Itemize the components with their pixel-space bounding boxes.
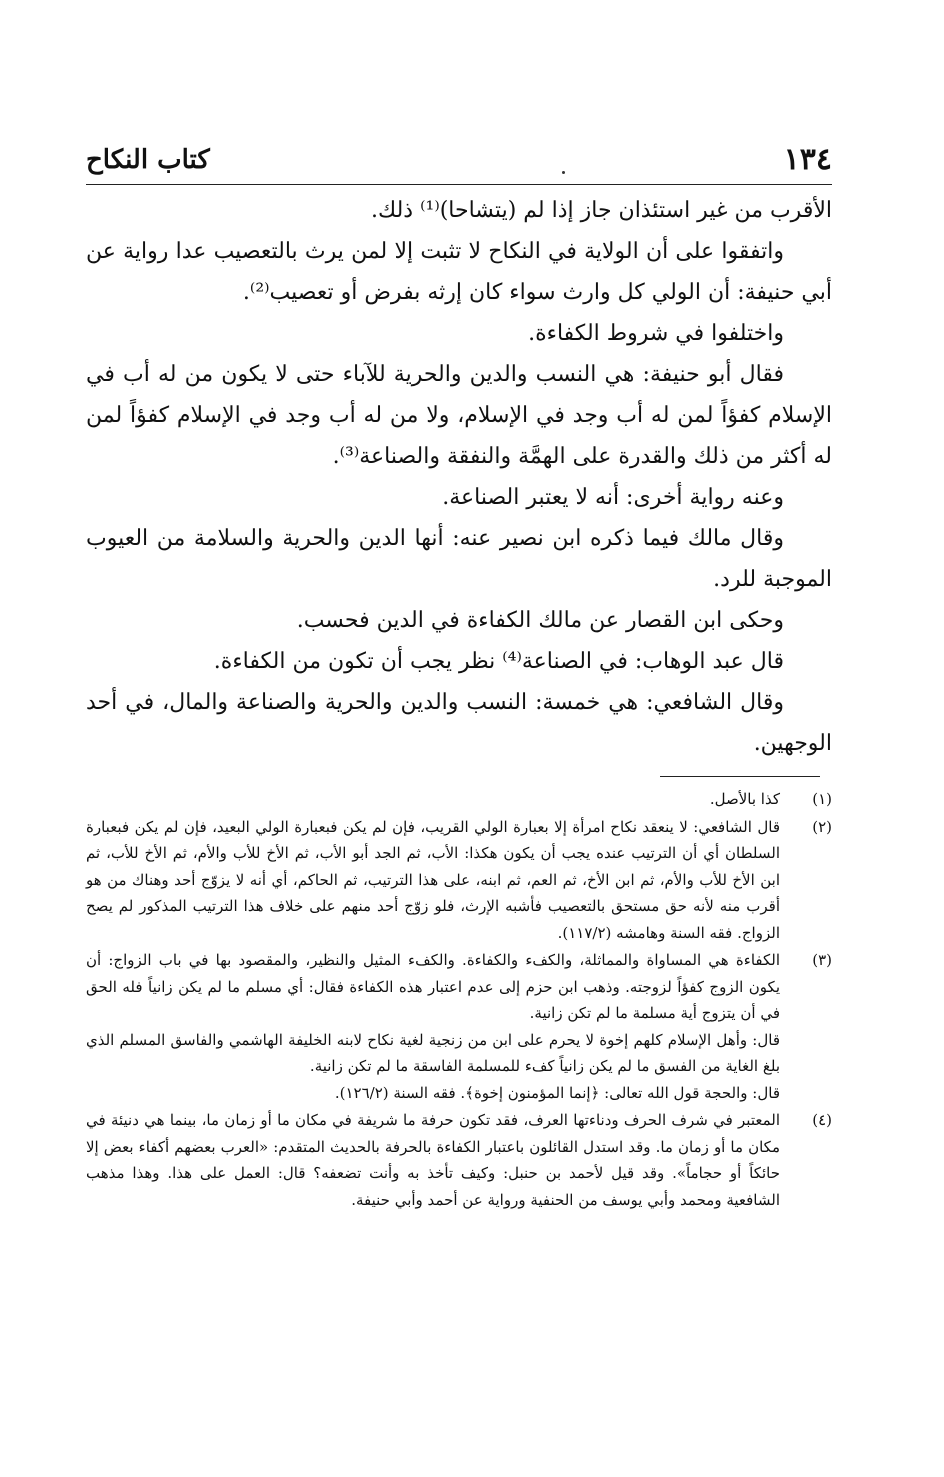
footnote-text: قال: وأهل الإسلام كلهم إخوة لا يحرم على ابن من زنجية لغية نكاح لابنه الخليفة الهاشمي والفاسق المسلم الذي بلغ الغاية من الفسق ما لم يكن زانياً كفء للمسلمة الفاسقة ما لم تكن زانية. (86, 1030, 780, 1075)
footnote-number: (٣) (812, 951, 832, 969)
footnote-text: المعتبر في شرف الحرف ودناءتها العرف، فقد تكون حرفة ما شريفة في مكان ما أو زمان ما، بينما هي دنيئة في مكان ما أو زمان ما. وقد استدل القائلون باعتبار الكفاءة بالحرفة بالحديث المتقدم: «العرب بعضهم أكفاء بعض إلا حائكاً أو حجاماً». وقد قيل لأحمد بن حنبل: وكيف تأخذ به وأنت تضعفه؟ قال: العمل على هذا. وهذا مذهب الشافعية ومحمد وأبي يوسف من الحنفية ورواية عن أحمد وأبي حنيفة. (86, 1111, 780, 1209)
running-title: كتاب النكاح (86, 145, 210, 175)
page-header (86, 140, 832, 185)
footnote-number: (١) (812, 790, 832, 808)
footnote-text: كذا بالأصل. (709, 790, 780, 808)
footnotes (86, 786, 832, 1214)
footnote-number: (٢) (812, 817, 832, 836)
paragraph: فقال أبو حنيفة: هي النسب والدين والحرية للآباء حتى لا يكون من له أب في الإسلام كفؤاً لمن له أب وجد في الإسلام، ولا من له أب وجد في الإسلام كفؤاً لمن له أكثر من ذلك والقدرة على الهمَّة والنفقة والصناعة⁽³⁾. (86, 362, 832, 469)
paragraph: وقال مالك فيما ذكره ابن نصير عنه: أنها الدين والحرية والسلامة من العيوب الموجبة للرد. (86, 526, 832, 592)
footnote (86, 947, 832, 1106)
footnote-separator (660, 776, 820, 777)
footnote-text: قال: والحجة قول الله تعالى: ﴿إنما المؤمنون إخوة﴾. فقه السنة (١٢٦/٢). (334, 1083, 780, 1102)
decorative-dot (562, 171, 565, 174)
paragraph: وحكى ابن القصار عن مالك الكفاءة في الدين فحسب. (296, 608, 784, 633)
footnote (86, 1107, 832, 1213)
footnote-text: الكفاءة هي المساواة والمماثلة، والكفء والكفاءة. والكفء المثيل والنظير، والمقصود بها في باب الزواج: أن يكون الزوج كفؤاً لزوجته. وذهب ابن حزم إلى عدم اعتبار هذه الكفاءة فقال: أي مسلم ما لم يكن زانياً فله الحق في أن يتزوج أية مسلمة ما لم تكن زانية. (86, 951, 780, 1022)
page-number: ١٣٤ (783, 142, 832, 177)
paragraph: الأقرب من غير استئذان جاز إذا لم (يتشاحا)⁽¹⁾ ذلك. (371, 198, 832, 223)
paragraph: وعنه رواية أخرى: أنه لا يعتبر الصناعة. (442, 485, 784, 510)
paragraph: واختلفوا في شروط الكفاءة. (528, 321, 784, 346)
paragraph: وقال الشافعي: هي خمسة: النسب والدين والحرية والصناعة والمال، في أحد الوجهين. (86, 690, 832, 756)
main-text (86, 190, 832, 764)
footnote-text: قال الشافعي: لا ينعقد نكاح امرأة إلا بعبارة الولي القريب، فإن لم يكن فبعبارة الولي البعيد، فإن لم يكن فبعبارة السلطان أي أن الترتيب عنده يجب أن يكون هكذا: الأب، ثم الجد أبو الأب، ثم الأخ للأب والأم، ثم الأخ للأب، ثم ابن الأخ للأب والأم، ثم ابن الأخ، ثم العم، ثم ابنه، على هذا الترتيب، ثم الحاكم، أي أنه لا يزوّج أحد وهناك من هو أقرب منه لأنه حق مستحق بالتعصيب فأشبه الإرث، فلو زوّج أحد منهم على خلاف هذا الترتيب المذكور لم يصح الزواج. فقه السنة وهامشه (١١٧/٢). (86, 817, 780, 942)
paragraph: قال عبد الوهاب: في الصناعة⁽⁴⁾ نظر يجب أن تكون من الكفاءة. (213, 649, 784, 674)
footnote (86, 786, 832, 813)
paragraph: واتفقوا على أن الولاية في النكاح لا تثبت إلا لمن يرث بالتعصيب عدا رواية عن أبي حنيفة: أن الولي كل وارث سواء كان إرثه بفرض أو تعصيب⁽²⁾. (86, 239, 832, 305)
footnote-number: (٤) (812, 1111, 832, 1129)
footnote (86, 814, 832, 947)
